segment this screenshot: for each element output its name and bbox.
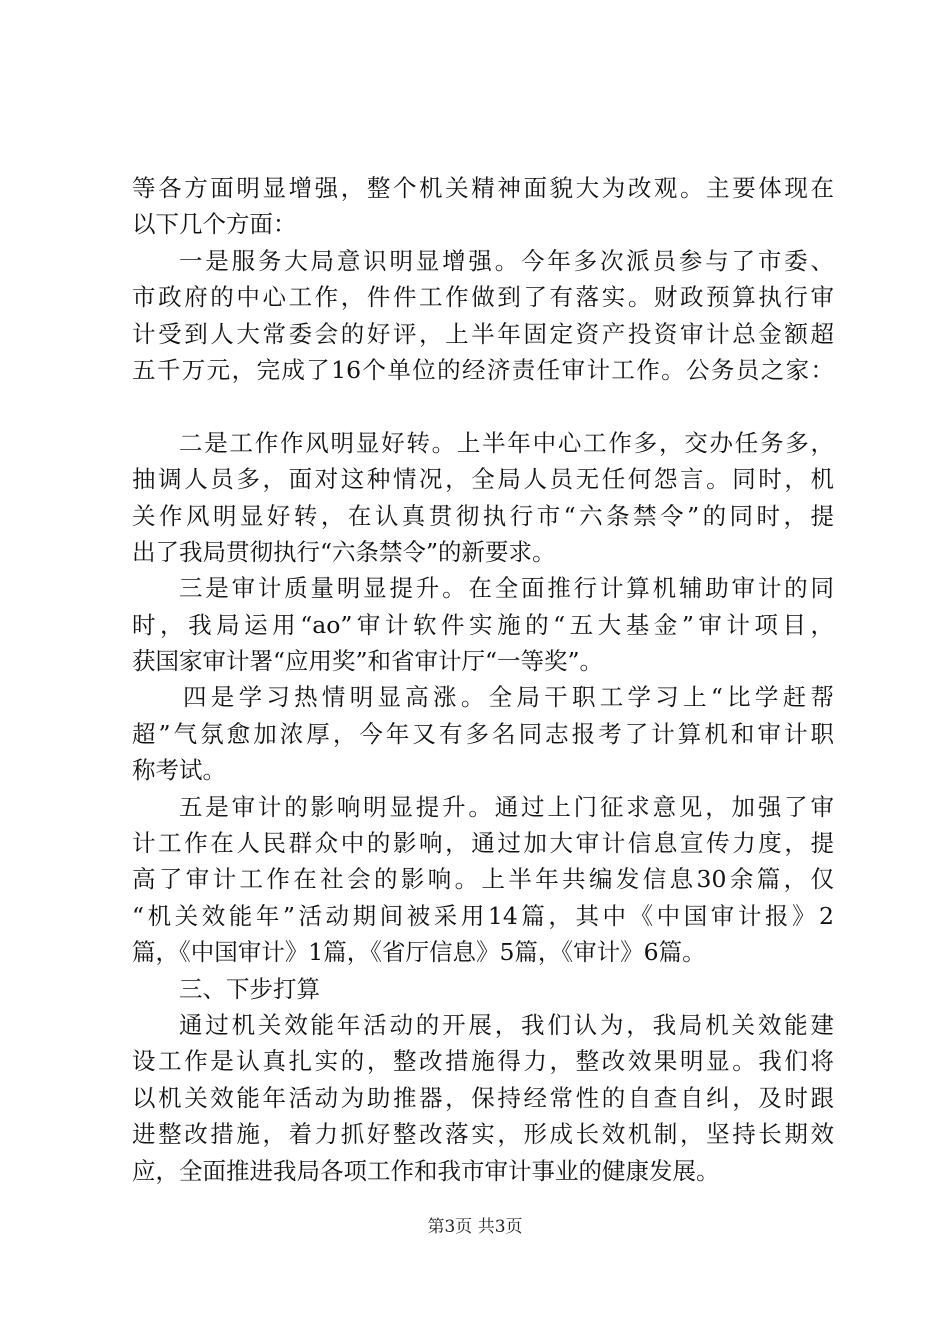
paragraph-line: 抽调人员多，面对这种情况，全局人员无任何怨言。同时，机 [132, 465, 834, 494]
paragraph-line: 出了我局贯彻执行“六条禁令”的新要求。 [132, 537, 556, 566]
paragraph-line: 计工作在人民群众中的影响，通过加大审计信息宣传力度，提 [132, 829, 834, 858]
page-footer: 第3页 共3页 [427, 1217, 523, 1237]
paragraph-line: 五千万元，完成了16个单位的经济责任审计工作。公务员之家： [132, 355, 834, 384]
paragraph-line: 关作风明显好转，在认真贯彻执行市“六条禁令”的同时，提 [132, 501, 834, 530]
paragraph-line: 时，我局运用“ao”审计软件实施的“五大基金”审计项目， [132, 610, 834, 639]
paragraph-line: 以机关效能年活动为助推器，保持经常性的自查自纠，及时跟 [132, 1083, 834, 1112]
paragraph-line: 一是服务大局意识明显增强。今年多次派员参与了市委、 [179, 246, 834, 275]
paragraph-line: “机关效能年”活动期间被采用14篇，其中《中国审计报》2 [132, 901, 834, 930]
paragraph-line: 应，全面推进我局各项工作和我市审计事业的健康发展。 [132, 1156, 720, 1185]
paragraph-line: 设工作是认真扎实的，整改措施得力，整改效果明显。我们将 [132, 1047, 834, 1076]
paragraph-line: 获国家审计署“应用奖”和省审计厅“一等奖”。 [132, 647, 604, 676]
paragraph-line: 等各方面明显增强，整个机关精神面貌大为改观。主要体现在 [132, 174, 834, 202]
paragraph-line: 篇，《中国审计》1篇，《省厅信息》5篇，《审计》6篇。 [132, 938, 706, 967]
paragraph-line: 计受到人大常委会的好评，上半年固定资产投资审计总金额超 [132, 319, 834, 348]
paragraph-line: 以下几个方面： [132, 210, 297, 239]
paragraph-line: 通过机关效能年活动的开展，我们认为，我局机关效能建 [179, 1010, 834, 1039]
paragraph-line: 市政府的中心工作，件件工作做到了有落实。财政预算执行审 [132, 283, 834, 312]
paragraph-line: 二是工作作风明显好转。上半年中心工作多，交办任务多， [179, 428, 834, 457]
paragraph-line: 高了审计工作在社会的影响。上半年共编发信息30余篇，仅 [132, 865, 834, 894]
document-body [132, 170, 834, 1189]
paragraph-line: 进整改措施，着力抓好整改落实，形成长效机制，坚持长期效 [132, 1120, 834, 1149]
paragraph-line: 超”气氛愈加浓厚，今年又有多名同志报考了计算机和审计职 [132, 719, 834, 748]
paragraph-line: 三是审计质量明显提升。在全面推行计算机辅助审计的同 [179, 574, 834, 603]
blank-line [132, 388, 834, 424]
paragraph-line: 称考试。 [132, 756, 226, 785]
section-heading: 三、下步打算 [179, 974, 320, 1003]
paragraph-line: 五是审计的影响明显提升。通过上门征求意见，加强了审 [179, 792, 834, 821]
paragraph-line: 四是学习热情明显高涨。全局干职工学习上“比学赶帮 [183, 683, 834, 712]
